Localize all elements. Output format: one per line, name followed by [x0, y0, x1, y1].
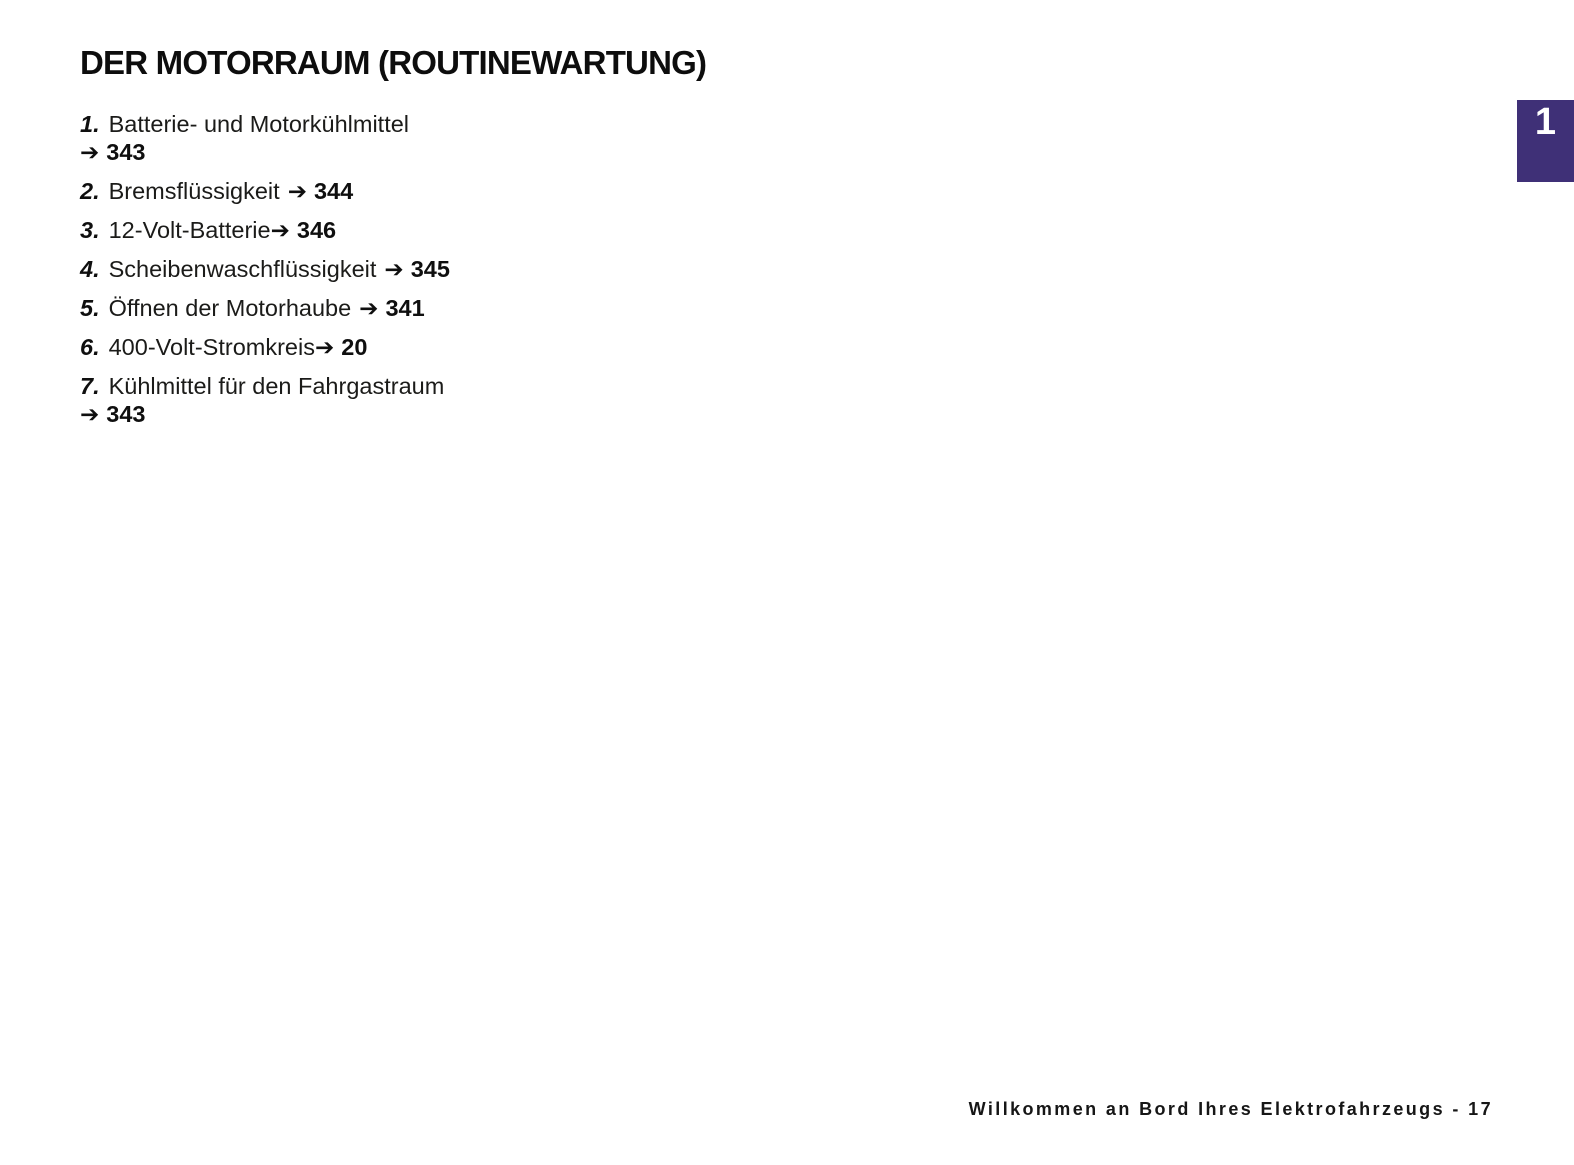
arrow-right-icon: ➔ [314, 335, 335, 361]
ref-page-number: 344 [313, 178, 354, 204]
item-label: 400-Volt-Stromkreis [108, 334, 315, 360]
item-label: Batterie- und Motorkühlmittel [108, 111, 410, 137]
page-footer: Willkommen an Bord Ihres Elektrofahrzeugs - 17 [968, 1099, 1493, 1119]
item-number: 7. [80, 373, 100, 399]
page-ref[interactable] [80, 400, 700, 429]
item-number: 5. [80, 295, 100, 321]
ref-page-number: 345 [410, 256, 450, 282]
ref-page-number: 346 [296, 217, 337, 243]
page-ref[interactable] [80, 138, 700, 167]
toc-list [80, 110, 700, 439]
page-ref[interactable] [271, 217, 337, 243]
chapter-tab[interactable] [1517, 100, 1574, 182]
arrow-right-icon: ➔ [80, 402, 100, 428]
item-label: Bremsflüssigkeit [108, 178, 280, 204]
arrow-right-icon: ➔ [384, 257, 404, 283]
item-label: 12-Volt-Batterie [108, 217, 271, 243]
toc-item [80, 372, 700, 429]
page-ref[interactable] [315, 334, 367, 360]
toc-item [80, 255, 700, 284]
arrow-right-icon: ➔ [270, 218, 290, 244]
item-number: 4. [80, 256, 100, 282]
arrow-right-icon: ➔ [80, 140, 100, 166]
toc-item [80, 333, 700, 362]
item-label: Kühlmittel für den Fahrgastraum [108, 373, 445, 399]
ref-page-number: 20 [341, 334, 368, 360]
arrow-right-icon: ➔ [287, 179, 307, 205]
ref-page-number: 343 [106, 139, 146, 165]
arrow-right-icon: ➔ [359, 296, 379, 322]
toc-item [80, 177, 700, 206]
ref-page-number: 341 [385, 295, 425, 321]
page-ref[interactable] [351, 295, 425, 321]
item-label: Öffnen der Motorhaube [108, 295, 352, 321]
item-number: 2. [80, 178, 100, 204]
page-ref[interactable] [376, 256, 450, 282]
toc-item [80, 216, 700, 245]
item-label: Scheibenwaschflüssigkeit [108, 256, 377, 282]
page-ref[interactable] [280, 178, 354, 204]
item-number: 3. [80, 217, 100, 243]
toc-item [80, 110, 700, 167]
chapter-tab-number: 1 [1534, 101, 1557, 143]
item-number: 1. [80, 111, 100, 137]
item-number: 6. [80, 334, 100, 360]
toc-item [80, 294, 700, 323]
page-title: DER MOTORRAUM (ROUTINEWARTUNG) [80, 44, 707, 81]
ref-page-number: 343 [106, 401, 146, 427]
